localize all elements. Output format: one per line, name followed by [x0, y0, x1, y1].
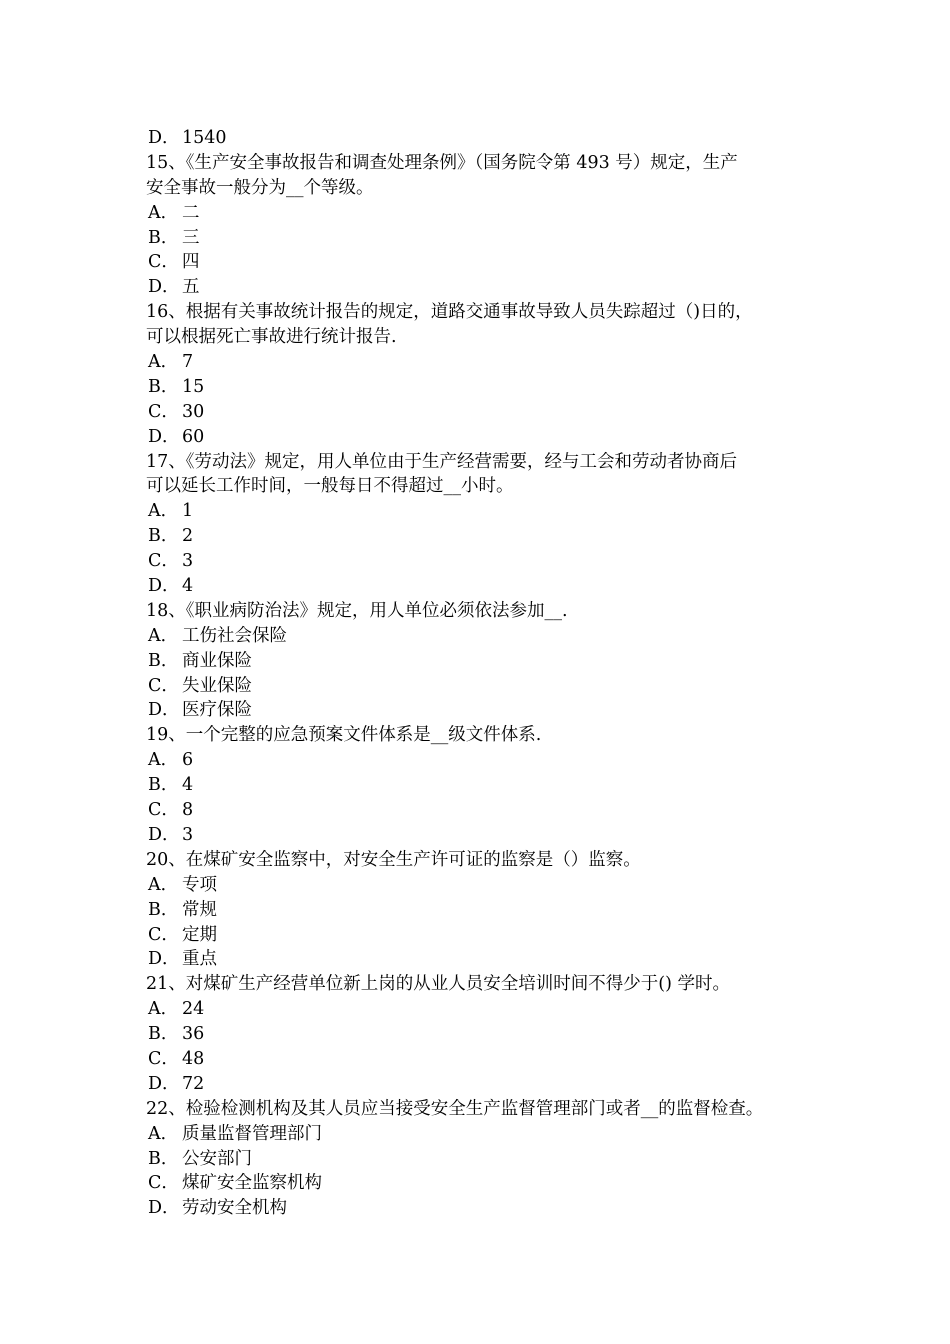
option-b [146, 649, 816, 674]
option-letter: B． [148, 526, 179, 547]
option-text: 24 [182, 999, 205, 1020]
option-text: 商业保险 [182, 650, 252, 671]
option-letter: B． [148, 376, 179, 397]
option-b [146, 226, 816, 251]
option-c [146, 1171, 816, 1196]
question-stem: 20、在煤矿安全监察中，对安全生产许可证的监察是（）监察。 [146, 849, 641, 870]
question-stem: 19、一个完整的应急预案文件体系是__级文件体系. [146, 725, 542, 746]
option-d-carry-over [146, 126, 816, 151]
question-block [146, 723, 816, 847]
option-d [146, 574, 816, 599]
option-letter: D． [148, 426, 180, 447]
option-letter: C． [148, 1048, 179, 1069]
option-text: 8 [182, 800, 194, 821]
option-text: 三 [182, 227, 200, 248]
option-text: 工伤社会保险 [182, 625, 287, 646]
option-a [146, 350, 816, 375]
option-letter: A． [148, 750, 179, 771]
option-text: 专项 [182, 874, 217, 895]
option-letter: B． [148, 650, 179, 671]
option-b [146, 524, 816, 549]
question-stem-continued: 可以根据死亡事故进行统计报告. [146, 327, 397, 348]
question-stem: 18、《职业病防治法》规定，用人单位必须依法参加__. [146, 600, 568, 621]
option-a [146, 997, 816, 1022]
option-d [146, 947, 816, 972]
option-a [146, 873, 816, 898]
option-c [146, 549, 816, 574]
option-text: 48 [182, 1048, 205, 1069]
question-block [146, 848, 816, 972]
option-text: 医疗保险 [182, 700, 252, 721]
option-text: 60 [182, 426, 205, 447]
option-letter: A． [148, 501, 179, 522]
option-letter: A． [148, 874, 179, 895]
option-b [146, 898, 816, 923]
question-stem: 17、《劳动法》规定，用人单位由于生产经营需要，经与工会和劳动者协商后 [146, 451, 738, 472]
option-text: 1540 [182, 128, 227, 148]
option-letter: C． [148, 401, 179, 422]
question-block [146, 300, 816, 449]
option-text: 4 [182, 576, 194, 597]
option-text: 劳动安全机构 [182, 1198, 287, 1219]
option-text: 7 [182, 352, 194, 373]
option-letter: A． [148, 625, 179, 646]
option-text: 二 [182, 202, 200, 223]
option-c [146, 400, 816, 425]
option-d [146, 698, 816, 723]
option-letter: D． [148, 1198, 180, 1219]
option-letter: C． [148, 551, 179, 572]
option-text: 煤矿安全监察机构 [182, 1173, 322, 1194]
option-letter: C． [148, 800, 179, 821]
option-text: 6 [182, 750, 194, 771]
option-d [146, 1072, 816, 1097]
question-list [146, 151, 816, 1221]
option-letter: D． [148, 128, 180, 148]
option-d [146, 275, 816, 300]
option-letter: D． [148, 824, 180, 845]
option-text: 15 [182, 376, 205, 397]
option-letter: B． [148, 1024, 179, 1045]
option-a [146, 748, 816, 773]
question-block [146, 972, 816, 1096]
option-d [146, 425, 816, 450]
option-letter: D． [148, 576, 180, 597]
option-letter: A． [148, 202, 179, 223]
option-text: 重点 [182, 949, 217, 970]
option-letter: A． [148, 1123, 179, 1144]
option-a [146, 624, 816, 649]
option-d [146, 823, 816, 848]
option-letter: B． [148, 899, 179, 920]
option-c [146, 1047, 816, 1072]
option-b [146, 773, 816, 798]
option-text: 3 [182, 551, 194, 572]
option-text: 3 [182, 824, 194, 845]
option-letter: D． [148, 1073, 180, 1094]
option-letter: D． [148, 949, 180, 970]
question-block [146, 450, 816, 599]
option-text: 4 [182, 775, 194, 796]
option-text: 2 [182, 526, 194, 547]
option-b [146, 375, 816, 400]
question-block [146, 151, 816, 300]
option-b [146, 1147, 816, 1172]
option-text: 1 [182, 501, 194, 522]
exam-content [146, 126, 816, 1221]
option-text: 30 [182, 401, 205, 422]
option-a [146, 1122, 816, 1147]
option-letter: B． [148, 1148, 179, 1169]
option-letter: D． [148, 277, 180, 298]
option-text: 定期 [182, 924, 217, 945]
option-letter: C． [148, 924, 179, 945]
option-text: 常规 [182, 899, 217, 920]
question-stem-continued: 安全事故一般分为__个等级。 [146, 177, 374, 198]
option-letter: C． [148, 675, 179, 696]
question-block [146, 599, 816, 723]
option-text: 72 [182, 1073, 205, 1094]
question-stem: 22、检验检测机构及其人员应当接受安全生产监督管理部门或者__的监督检查。 [146, 1098, 764, 1119]
question-block [146, 1097, 816, 1221]
option-d [146, 1196, 816, 1221]
option-text: 36 [182, 1024, 205, 1045]
option-a [146, 499, 816, 524]
option-letter: B． [148, 227, 179, 248]
option-letter: C． [148, 1173, 179, 1194]
question-stem: 15、《生产安全事故报告和调查处理条例》（国务院令第 493 号）规定，生产 [146, 152, 738, 173]
question-stem-continued: 可以延长工作时间，一般每日不得超过__小时。 [146, 476, 514, 497]
option-letter: B． [148, 775, 179, 796]
option-c [146, 798, 816, 823]
question-stem: 21、对煤矿生产经营单位新上岗的从业人员安全培训时间不得少于() 学时。 [146, 974, 730, 995]
option-letter: A． [148, 999, 179, 1020]
option-text: 失业保险 [182, 675, 252, 696]
option-a [146, 201, 816, 226]
option-c [146, 250, 816, 275]
option-letter: D． [148, 700, 180, 721]
option-b [146, 1022, 816, 1047]
question-stem: 16、根据有关事故统计报告的规定，道路交通事故导致人员失踪超过（)日的， [146, 302, 753, 323]
option-text: 质量监督管理部门 [182, 1123, 322, 1144]
option-text: 五 [182, 277, 200, 298]
option-c [146, 923, 816, 948]
option-c [146, 674, 816, 699]
option-text: 四 [182, 252, 200, 273]
option-text: 公安部门 [182, 1148, 252, 1169]
option-letter: C． [148, 252, 179, 273]
option-letter: A． [148, 352, 179, 373]
